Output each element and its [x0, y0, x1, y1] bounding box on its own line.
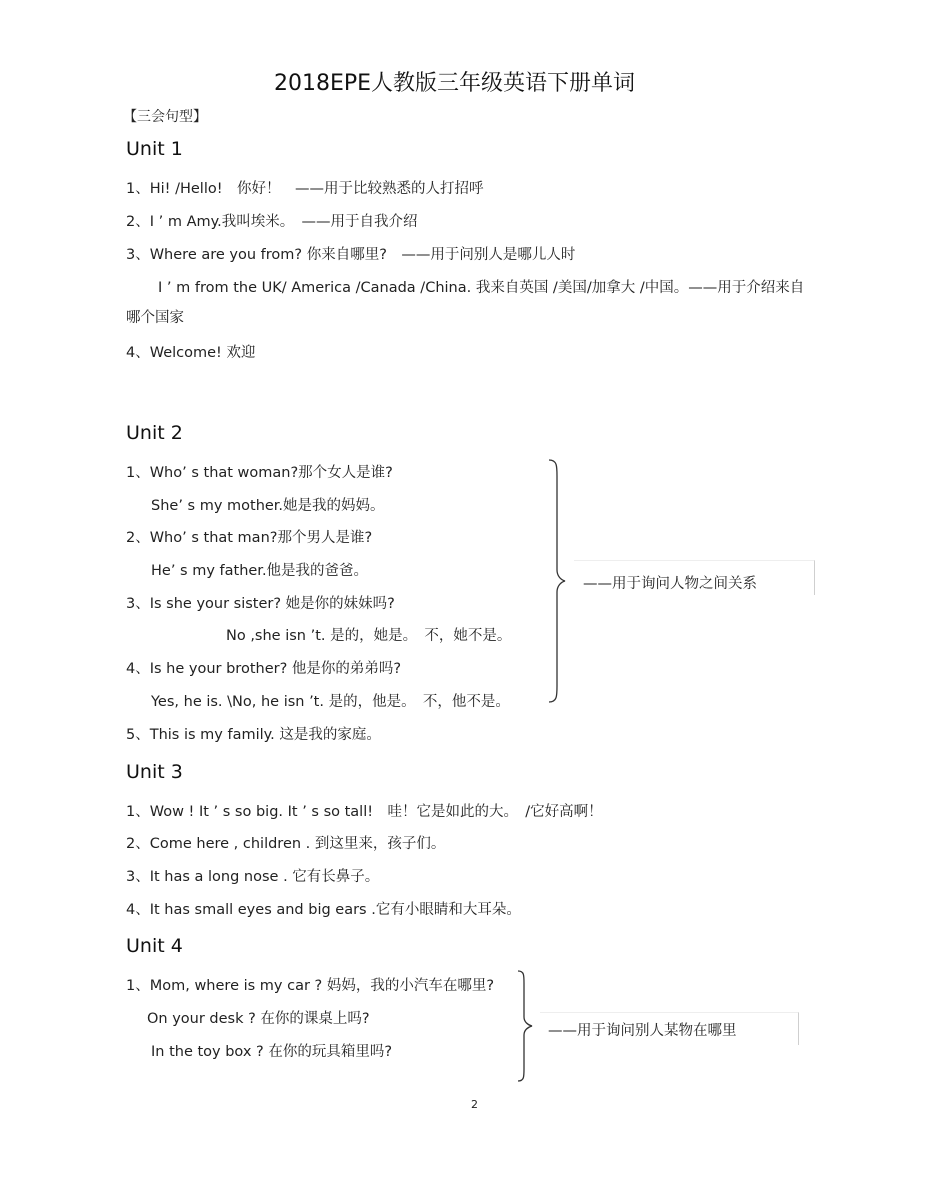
- unit2-note: ——用于询问人物之间关系: [583, 576, 757, 592]
- unit2-heading: Unit 2: [126, 422, 183, 444]
- unit2-line-5: 3、Is she your sister? 她是你的妹妹吗?: [126, 596, 395, 612]
- unit1-line-5: 哪个国家: [126, 310, 184, 326]
- unit4-heading: Unit 4: [126, 935, 183, 957]
- unit2-line-2: She’ s my mother.她是我的妈妈。: [151, 498, 385, 514]
- unit1-line-1: 1、Hi! /Hello! 你好！ ——用于比较熟悉的人打招呼: [126, 181, 484, 197]
- unit1-line-4: I ’ m from the UK/ America /Canada /China. 我来自英国 /美国/加拿大 /中国。——用于介绍来自: [158, 280, 805, 296]
- unit2-line-9: 5、This is my family. 这是我的家庭。: [126, 727, 381, 743]
- section-label: 【三会句型】: [123, 109, 207, 125]
- unit3-line-3: 3、It has a long nose . 它有长鼻子。: [126, 869, 380, 885]
- unit3-heading: Unit 3: [126, 761, 183, 783]
- unit1-line-6: 4、Welcome! 欢迎: [126, 345, 256, 361]
- unit3-line-2: 2、Come here , children . 到这里来，孩子们。: [126, 836, 446, 852]
- unit4-line-2: On your desk ? 在你的课桌上吗?: [147, 1011, 370, 1027]
- unit3-line-1: 1、Wow ! It ’ s so big. It ’ s so tall! 哇！它是如此的大。 /它好高啊！: [126, 804, 603, 820]
- unit4-note: ——用于询问别人某物在哪里: [548, 1023, 737, 1039]
- page-number: 2: [471, 1098, 478, 1111]
- unit2-line-1: 1、Who’ s that woman?那个女人是谁?: [126, 465, 393, 481]
- unit2-line-3: 2、Who’ s that man?那个男人是谁?: [126, 530, 373, 546]
- unit1-heading: Unit 1: [126, 138, 183, 160]
- unit4-line-1: 1、Mom, where is my car ? 妈妈，我的小汽车在哪里?: [126, 978, 495, 994]
- unit4-brace: [514, 969, 536, 1083]
- unit3-line-4: 4、It has small eyes and big ears .它有小眼睛和大耳朵。: [126, 902, 521, 918]
- page-title: 2018EPE人教版三年级英语下册单词: [274, 71, 636, 96]
- unit1-line-3: 3、Where are you from? 你来自哪里? ——用于问别人是哪儿人时: [126, 247, 576, 263]
- unit2-brace: [545, 458, 569, 704]
- unit2-line-6: No ,she isn ’t. 是的，她是。 不，她不是。: [226, 628, 512, 644]
- unit2-line-7: 4、Is he your brother? 他是你的弟弟吗?: [126, 661, 402, 677]
- unit2-line-4: He’ s my father.他是我的爸爸。: [151, 563, 369, 579]
- unit4-line-3: In the toy box ? 在你的玩具箱里吗?: [151, 1044, 393, 1060]
- unit1-line-2: 2、I ’ m Amy.我叫埃米。 ——用于自我介绍: [126, 214, 418, 230]
- unit2-line-8: Yes, he is. \No, he isn ’t. 是的，他是。 不，他不是。: [151, 694, 510, 710]
